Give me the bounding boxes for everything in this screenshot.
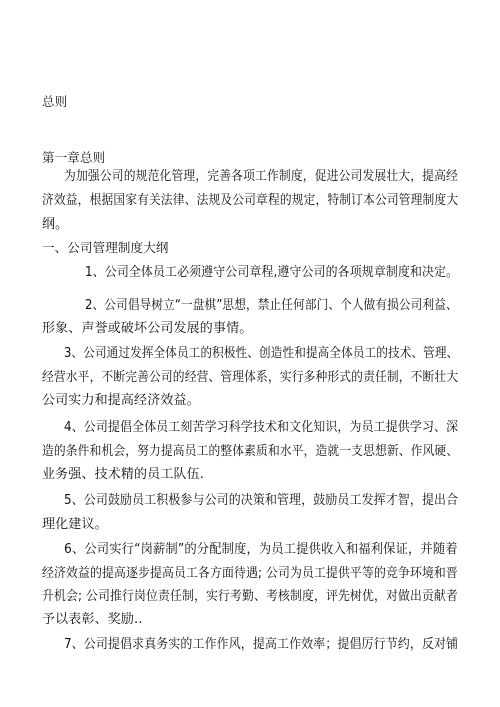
intro-line: 纲。 <box>42 217 69 232</box>
item-5-line: 5、公司鼓励员工积极参与公司的决策和管理，鼓励员工发挥才智，提出合 <box>64 493 459 508</box>
item-3-line: 3、公司通过发挥全体员工的积极性、创造性和提高全体员工的技术、管理、 <box>64 346 459 361</box>
item-4-line: 业务强、技术精的员工队伍. <box>42 467 205 482</box>
item-5-line: 理化建议。 <box>42 517 108 532</box>
intro-line: 为加强公司的规范化管理，完善各项工作制度，促进公司发展壮大，提高经 <box>64 169 458 184</box>
item-3-line: 公司实力和提高经济效益。 <box>42 393 200 408</box>
item-6-line: 经济效益的提高逐步提高员工各方面待遇; 公司为员工提供平等的竞争环境和晋 <box>42 566 458 581</box>
item-6-line: 予以表彰、奖励.. <box>42 612 143 627</box>
section-title: 总则 <box>42 94 68 109</box>
outline-heading: 一、公司管理制度大纲 <box>42 240 169 255</box>
item-6-line: 6、公司实行“岗薪制”的分配制度，为员工提供收入和福利保证，并随着 <box>64 542 458 557</box>
item-6-line: 升机会; 公司推行岗位责任制，实行考勤、考核制度，评先树优，对做出贡献者 <box>42 589 458 604</box>
item-7-line: 7、公司提倡求真务实的工作作风，提高工作效率；提倡厉行节约，反对铺 <box>64 637 459 652</box>
item-2-line: 形象、声誉或破坏公司发展的事情。 <box>42 321 253 336</box>
item-2-line: 2、公司倡导树立“一盘棋”思想，禁止任何部门、个人做有损公司利益、 <box>85 298 458 313</box>
item-4-line: 造的条件和机会，努力提高员工的整体素质和水平，造就一支思想新、作风硬、 <box>42 444 459 459</box>
intro-line: 济效益，根据国家有关法律、法规及公司章程的规定，特制订本公司管理制度大 <box>42 193 459 208</box>
item-1-line: 1、公司全体员工必须遵守公司章程,遵守公司的各项规章制度和决定。 <box>85 265 459 280</box>
chapter-title: 第一章总则 <box>42 150 106 165</box>
item-3-line: 经营水平，不断完善公司的经营、管理体系，实行多种形式的责任制，不断壮大 <box>42 370 459 385</box>
item-4-line: 4、公司提倡全体员工刻苦学习科学技术和文化知识，为员工提供学习、深 <box>64 420 459 435</box>
